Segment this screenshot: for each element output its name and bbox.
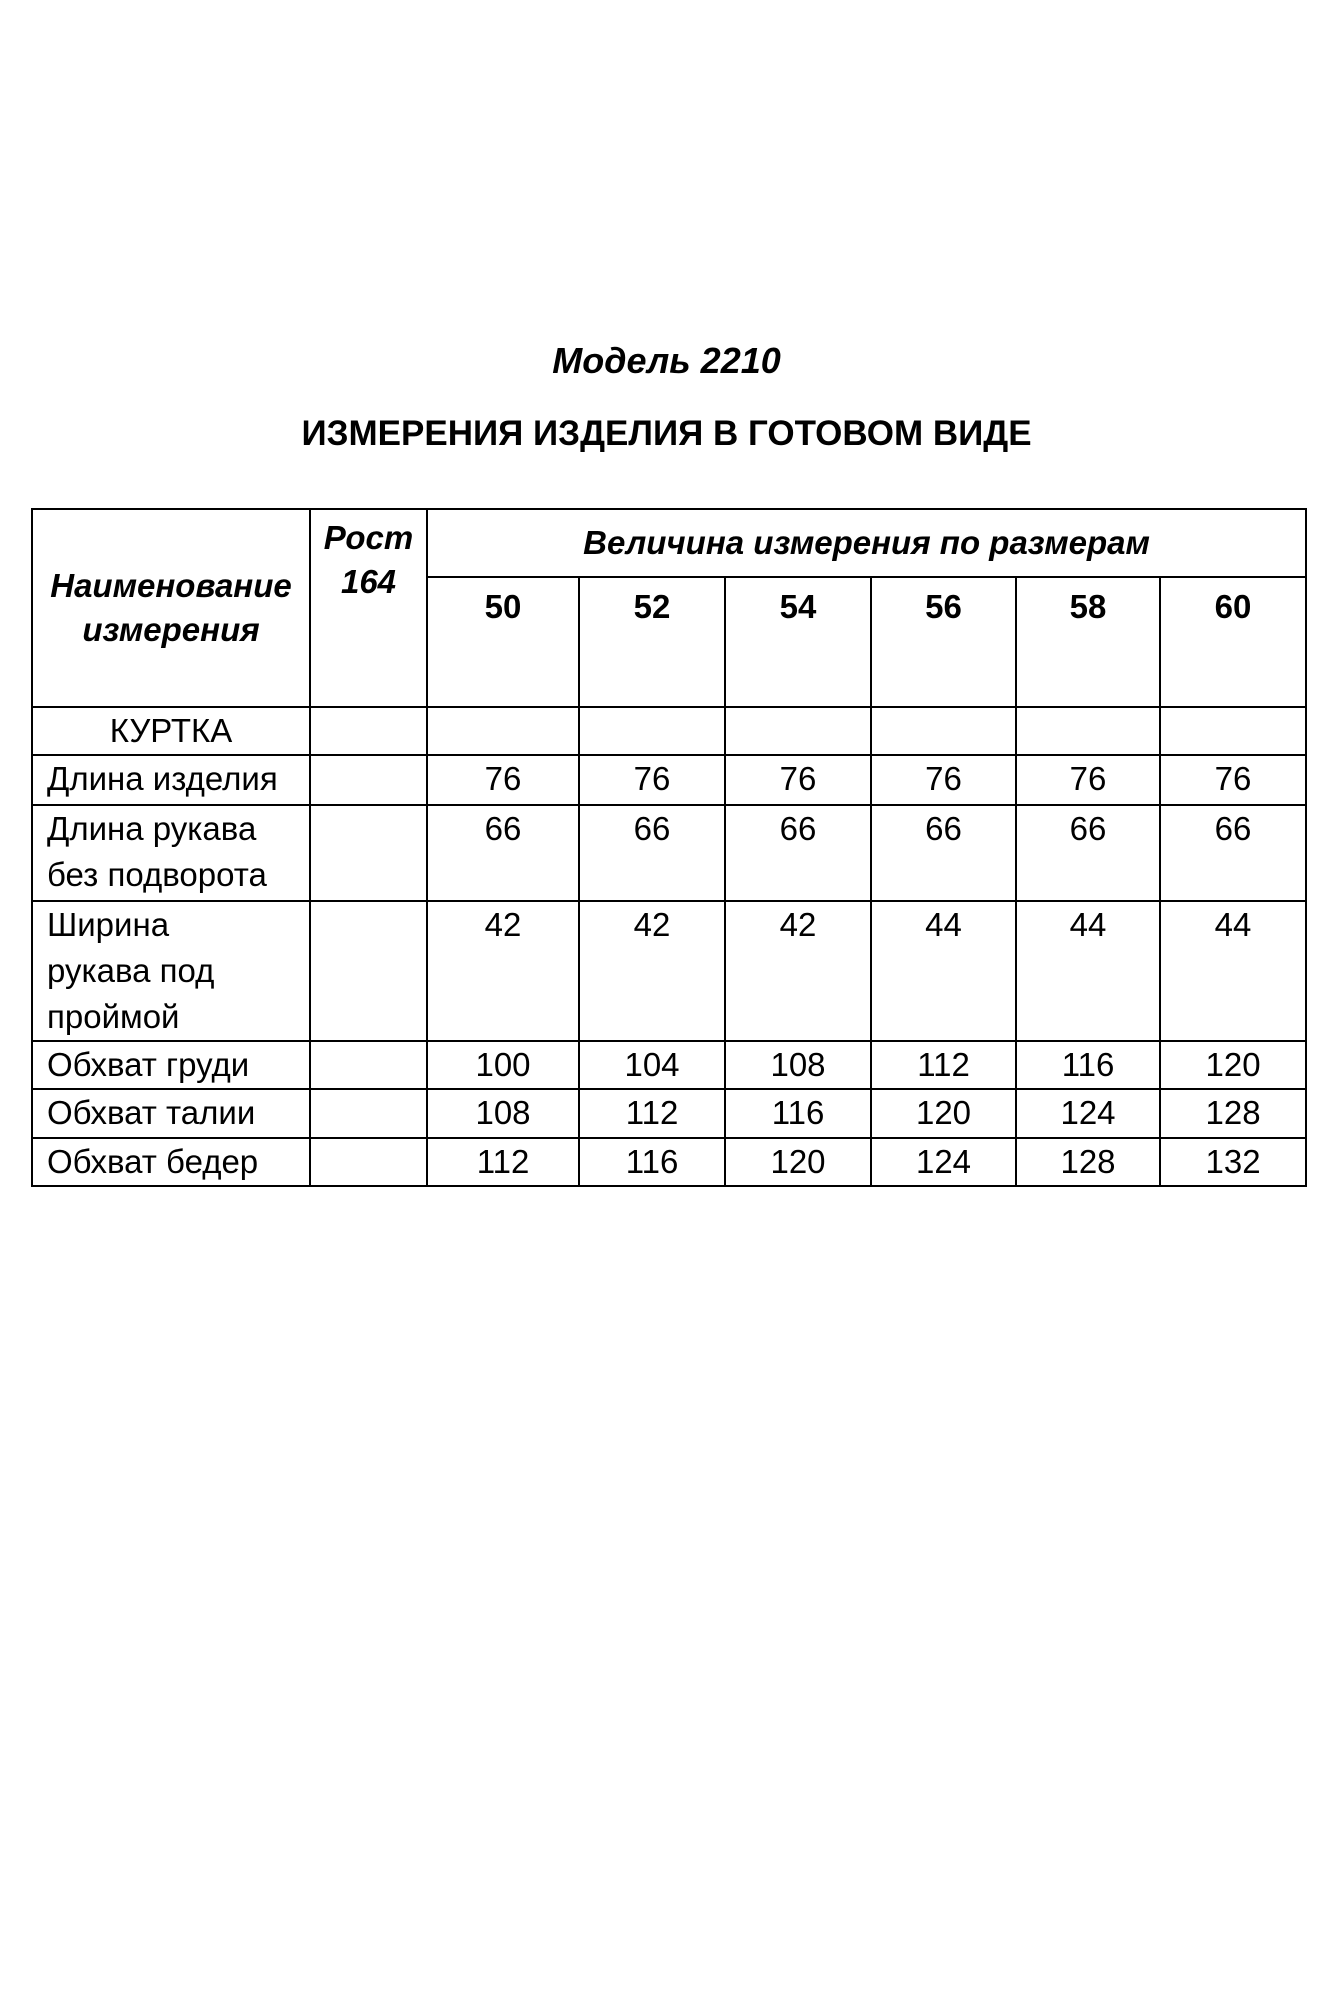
row-label (32, 755, 310, 805)
height-cell (310, 1041, 427, 1089)
height-cell (310, 805, 427, 901)
header-height-line: Рост (323, 519, 414, 556)
value-cell: 116 (579, 1138, 725, 1186)
header-name-line: Наименование (50, 567, 292, 604)
value-cell: 108 (725, 1041, 871, 1089)
empty-cell (1016, 707, 1160, 755)
value-cell: 128 (1016, 1138, 1160, 1186)
empty-cell (871, 707, 1016, 755)
value-cell: 42 (427, 901, 579, 1041)
row-label-line: рукава под (47, 952, 215, 989)
section-row (32, 707, 1306, 755)
row-label (32, 805, 310, 901)
header-size-group: Величина измерения по размерам (427, 509, 1306, 577)
header-name-line: измерения (82, 611, 260, 648)
header-measurement-name (32, 509, 310, 707)
header-size: 52 (579, 577, 725, 707)
row-label (32, 1138, 310, 1186)
table-row (32, 1041, 1306, 1089)
value-cell: 132 (1160, 1138, 1306, 1186)
table-row (32, 1089, 1306, 1138)
value-cell: 76 (725, 755, 871, 805)
value-cell: 120 (1160, 1041, 1306, 1089)
value-cell: 42 (725, 901, 871, 1041)
header-height-line: 164 (340, 563, 397, 600)
row-label-line: Длина изделия (47, 760, 278, 797)
value-cell: 120 (871, 1089, 1016, 1138)
value-cell: 112 (427, 1138, 579, 1186)
row-label (32, 1041, 310, 1089)
value-cell: 116 (725, 1089, 871, 1138)
value-cell: 44 (1160, 901, 1306, 1041)
table-row (32, 755, 1306, 805)
value-cell: 124 (1016, 1089, 1160, 1138)
height-cell (310, 1089, 427, 1138)
empty-cell (725, 707, 871, 755)
value-cell: 76 (1160, 755, 1306, 805)
value-cell: 44 (1016, 901, 1160, 1041)
value-cell: 116 (1016, 1041, 1160, 1089)
model-title: Модель 2210 (552, 340, 781, 381)
empty-cell (427, 707, 579, 755)
row-label-line: Обхват талии (47, 1094, 256, 1131)
value-cell: 66 (871, 805, 1016, 901)
value-cell: 66 (1016, 805, 1160, 901)
header-size: 60 (1160, 577, 1306, 707)
document-heading: ИЗМЕРЕНИЯ ИЗДЕЛИЯ В ГОТОВОМ ВИДЕ (301, 414, 1032, 453)
value-cell: 76 (427, 755, 579, 805)
row-label-line: без подворота (47, 856, 267, 893)
empty-cell (1160, 707, 1306, 755)
value-cell: 112 (579, 1089, 725, 1138)
row-label-line: Длина рукава (47, 810, 257, 847)
value-cell: 66 (1160, 805, 1306, 901)
value-cell: 104 (579, 1041, 725, 1089)
value-cell: 128 (1160, 1089, 1306, 1138)
row-label (32, 1089, 310, 1138)
row-label-line: Обхват груди (47, 1046, 250, 1083)
header-size: 56 (871, 577, 1016, 707)
value-cell: 44 (871, 901, 1016, 1041)
row-label-line: Ширина (47, 906, 170, 943)
value-cell: 76 (579, 755, 725, 805)
row-label-line: проймой (47, 998, 180, 1035)
table-row (32, 805, 1306, 901)
measurements-table (31, 508, 1307, 1187)
section-label: КУРТКА (32, 707, 310, 755)
value-cell: 76 (871, 755, 1016, 805)
height-cell (310, 755, 427, 805)
value-cell: 124 (871, 1138, 1016, 1186)
value-cell: 42 (579, 901, 725, 1041)
header-row-top (32, 509, 1306, 577)
table-row (32, 901, 1306, 1041)
height-cell (310, 901, 427, 1041)
value-cell: 120 (725, 1138, 871, 1186)
value-cell: 108 (427, 1089, 579, 1138)
header-size: 50 (427, 577, 579, 707)
header-size: 58 (1016, 577, 1160, 707)
header-size: 54 (725, 577, 871, 707)
value-cell: 66 (579, 805, 725, 901)
value-cell: 100 (427, 1041, 579, 1089)
value-cell: 66 (427, 805, 579, 901)
empty-cell (579, 707, 725, 755)
empty-cell (310, 707, 427, 755)
row-label (32, 901, 310, 1041)
row-label-line: Обхват бедер (47, 1143, 259, 1180)
table-row (32, 1138, 1306, 1186)
value-cell: 76 (1016, 755, 1160, 805)
height-cell (310, 1138, 427, 1186)
header-height (310, 509, 427, 707)
value-cell: 112 (871, 1041, 1016, 1089)
value-cell: 66 (725, 805, 871, 901)
